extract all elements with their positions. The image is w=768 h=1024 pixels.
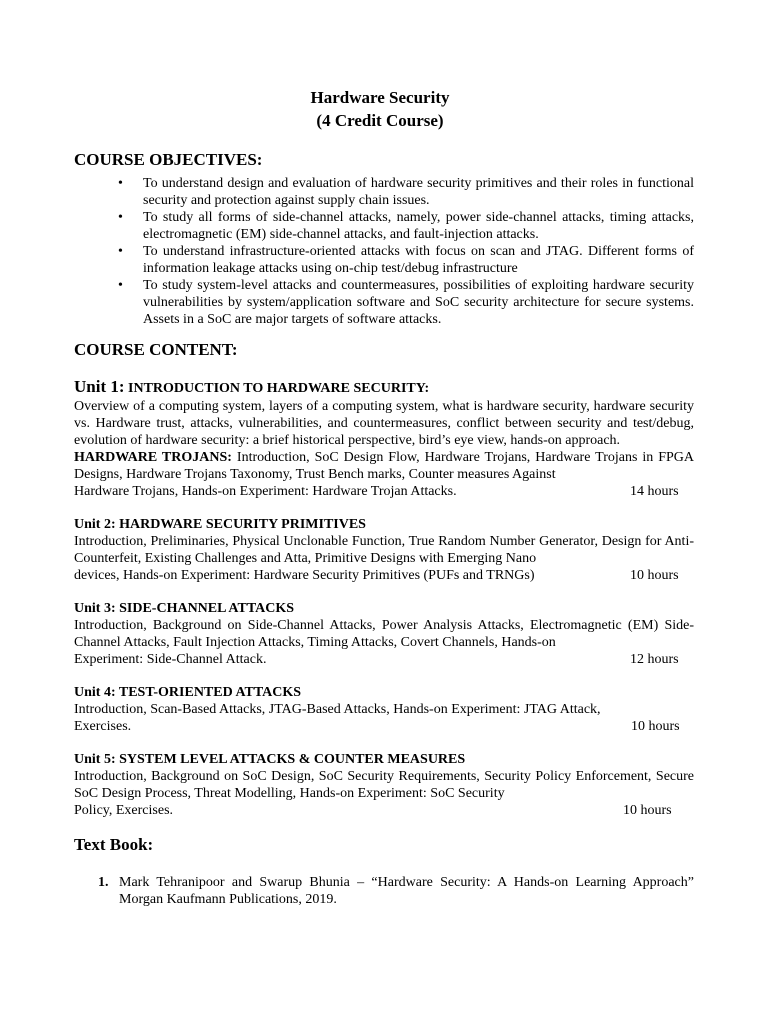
document-page — [74, 86, 694, 908]
unit1-heading — [74, 378, 694, 398]
objective-item: • To understand design and evaluation of hardware security primitives and their roles in functional security and protection against supply chain issues. — [118, 176, 694, 208]
objective-item: • To understand infrastructure-oriented attacks with focus on scan and JTAG. Different forms of information leakage attacks using on-chip test/debug infrastructure — [118, 244, 694, 276]
unit2-text: Introduction, Preliminaries, Physical Unclonable Function, True Random Number Generator, Design for Anti-Counterfeit, Existing Challenges and Atta, Primitive Designs with Emerging Nano — [74, 534, 694, 566]
unit3-hours: 12 hours — [630, 652, 679, 667]
objectives-heading: COURSE OBJECTIVES: — [74, 150, 263, 169]
textbook-item-number: 1. — [98, 875, 109, 890]
objective-item: • To study all forms of side-channel attacks, namely, power side-channel attacks, timing attacks, electromagnetic (EM) side-channel attacks, and fault-injection attacks. — [118, 210, 694, 242]
unit5-heading: Unit 5: SYSTEM LEVEL ATTACKS & COUNTER MEASURES — [74, 752, 466, 767]
unit2-heading: Unit 2: HARDWARE SECURITY PRIMITIVES — [74, 517, 366, 532]
unit1-title: INTRODUCTION TO HARDWARE SECURITY: — [128, 381, 430, 396]
unit5-text: Introduction, Background on SoC Design, SoC Security Requirements, Security Policy Enforcement, Secure SoC Design Process, Threat Modelling, Hands-on Experiment: SoC Security — [74, 769, 694, 801]
textbook-item-text: Mark Tehranipoor and Swarup Bhunia – “Hardware Security: A Hands-on Learning Approach” Morgan Kaufmann Publications, 2019. — [119, 875, 694, 907]
bullet-icon: • — [118, 210, 123, 225]
content-heading: COURSE CONTENT: — [74, 340, 238, 359]
trojans-label: HARDWARE TROJANS: — [74, 450, 232, 465]
objectives-list — [74, 175, 694, 328]
course-title-line2: (4 Credit Course) — [316, 111, 444, 130]
unit3-heading: Unit 3: SIDE-CHANNEL ATTACKS — [74, 601, 295, 616]
unit2-hours: 10 hours — [630, 568, 679, 583]
textbook-item — [74, 874, 694, 908]
course-title-line1: Hardware Security — [310, 88, 450, 107]
hardware-trojans-paragraph — [74, 449, 694, 483]
unit4-heading: Unit 4: TEST-ORIENTED ATTACKS — [74, 685, 302, 700]
objective-item: • To study system-level attacks and countermeasures, possibilities of exploiting hardware security vulnerabilities by system/application software and SoC security architecture for secure systems. Assets in a SoC are major targets of software attacks. — [118, 278, 694, 327]
bullet-icon: • — [118, 176, 123, 191]
unit4-text: Introduction, Scan-Based Attacks, JTAG-Based Attacks, Hands-on Experiment: JTAG Attack, — [74, 702, 601, 717]
trojans-text: Introduction, SoC Design Flow, Hardware Trojans, Hardware Trojans in FPGA Designs, Hardware Trojans Taxonomy, Trust Bench marks, Counter measures Against — [74, 450, 695, 482]
unit1-hours: 14 hours — [630, 484, 679, 499]
unit4-last-line: Exercises. 10 hours — [74, 719, 680, 734]
bullet-icon: • — [118, 278, 123, 293]
unit1-paragraph: Overview of a computing system, layers of a computing system, what is hardware security, hardware security vs. Hardware trust, attacks, vulnerabilities, and countermeasures, conflict between security and test/debug, evolution of hardware security: a brief historical perspective, bird’s eye view, hands-on approach. — [74, 399, 694, 448]
unit4-hours: 10 hours — [631, 719, 680, 734]
unit1-last-line: Hardware Trojans, Hands-on Experiment: Hardware Trojan Attacks. 14 hours — [74, 484, 679, 499]
course-title — [66, 86, 694, 132]
unit5-last-line: Policy, Exercises. 10 hours — [74, 803, 672, 818]
unit3-last-line: Experiment: Side-Channel Attack. 12 hours — [74, 652, 679, 667]
textbook-heading: Text Book: — [74, 835, 154, 854]
unit3-text: Introduction, Background on Side-Channel Attacks, Power Analysis Attacks, Electromagnetic (EM) Side-Channel Attacks, Fault Injection Attacks, Timing Attacks, Covert Channels, Hands-on — [74, 618, 694, 650]
unit1-label: Unit 1: — [74, 377, 125, 396]
unit5-hours: 10 hours — [623, 803, 672, 818]
textbook-list — [74, 874, 694, 908]
bullet-icon: • — [118, 244, 123, 259]
unit2-last-line: devices, Hands-on Experiment: Hardware Security Primitives (PUFs and TRNGs) 10 hours — [74, 568, 679, 583]
